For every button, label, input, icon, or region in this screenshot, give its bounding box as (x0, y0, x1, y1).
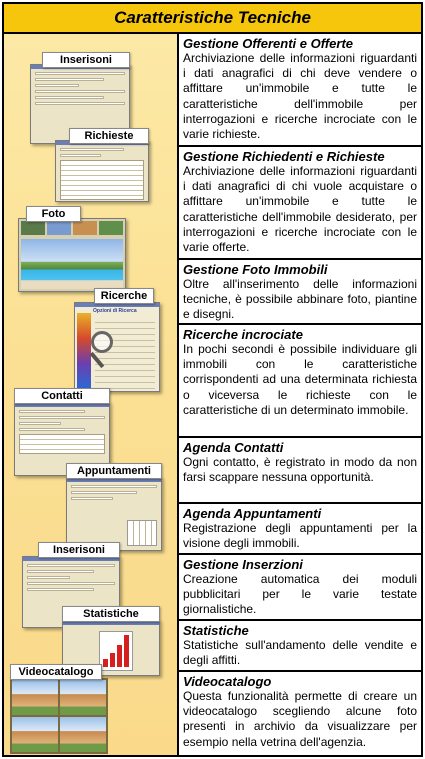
feature-description: Oltre all'inserimento delle informazioni tecniche, è possibile abbinare foto, piantine e disegni. (183, 277, 417, 322)
thumbnail-label: Ricerche (94, 288, 154, 304)
thumbnail-label: Contatti (14, 388, 110, 404)
feature-title: Gestione Foto Immobili (183, 262, 328, 277)
feature-title: Agenda Contatti (183, 440, 284, 455)
feature-description: Statistiche sull'andamento delle vendite e degli affitti. (183, 638, 417, 668)
feature-contatti (179, 438, 421, 504)
feature-title: Agenda Appuntamenti (183, 506, 322, 521)
thumbnail-label: Inserisoni (38, 542, 120, 558)
page-title: Caratteristiche Tecniche (114, 8, 311, 27)
feature-statistiche (179, 621, 421, 672)
video-catalog-grid (10, 678, 108, 754)
appuntamenti-window (66, 477, 162, 551)
feature-title: Ricerche incrociate (183, 327, 303, 342)
thumbnail-label: Foto (26, 206, 81, 222)
decorative-stripe (77, 313, 91, 389)
richieste-window (55, 140, 149, 202)
feature-appuntamenti (179, 504, 421, 555)
feature-description: Archiviazione delle informazioni riguardanti i dati anagrafici di chi vuole acquistare o affittare un'immobile e tutte le caratteristiche dell'immobile desiderato, per interrogazioni e ricerche incrociate con le varie offerte. (183, 164, 417, 255)
feature-offerenti (179, 34, 421, 147)
pool-photo (21, 239, 123, 289)
magnifier-icon (91, 331, 113, 353)
feature-description: Creazione automatica dei moduli pubblicitari per le varie testate giornalistiche. (183, 572, 417, 617)
thumbnail-label: Richieste (69, 128, 149, 144)
feature-list (177, 34, 423, 757)
ricerche-window (74, 302, 160, 392)
bar-chart-icon (99, 631, 133, 671)
feature-foto (179, 260, 421, 325)
thumbnail-label: Appuntamenti (66, 463, 162, 479)
thumbnail-column (2, 34, 179, 757)
title-bar (2, 2, 423, 34)
thumbnail-label: Videocatalogo (10, 664, 102, 680)
thumbnail-label: Statistiche (62, 606, 160, 622)
foto-window (18, 218, 126, 292)
feature-description: Questa funzionalità permette di creare un videocatalogo scegliendo alcune foto presenti in archivio da visualizzare per esempio nella vetrina dell'agenzia. (183, 689, 417, 749)
feature-description: Registrazione degli appuntamenti per la visione degli immobili. (183, 521, 417, 551)
feature-title: Gestione Inserzioni (183, 557, 303, 572)
feature-title: Videocatalogo (183, 674, 272, 689)
feature-ricerche (179, 325, 421, 438)
feature-title: Gestione Richiedenti e Richieste (183, 149, 385, 164)
feature-inserzioni (179, 555, 421, 621)
feature-description: In pochi secondi è possibile individuare gli immobili con le caratteristiche corrispondenti ad una determinata richiesta o viceversa le richieste con le caratteristiche di un determinato immobile. (183, 342, 417, 417)
feature-description: Archiviazione delle informazioni riguardanti i dati anagrafici di chi deve vendere o affittare un'immobile e tutte le caratteristiche dell'immobile per interrogazioni e ricerche incrociate con le varie richieste. (183, 51, 417, 142)
feature-richiedenti (179, 147, 421, 260)
thumbnail-label: Inserisoni (42, 52, 130, 68)
feature-description: Ogni contatto, è registrato in modo da non farsi scappare nessuna opportunità. (183, 455, 417, 485)
feature-videocatalogo (179, 672, 421, 757)
ricerche-window-title: Opzioni di Ricerca (93, 308, 137, 314)
feature-title: Statistiche (183, 623, 249, 638)
feature-title: Gestione Offerenti e Offerte (183, 36, 354, 51)
